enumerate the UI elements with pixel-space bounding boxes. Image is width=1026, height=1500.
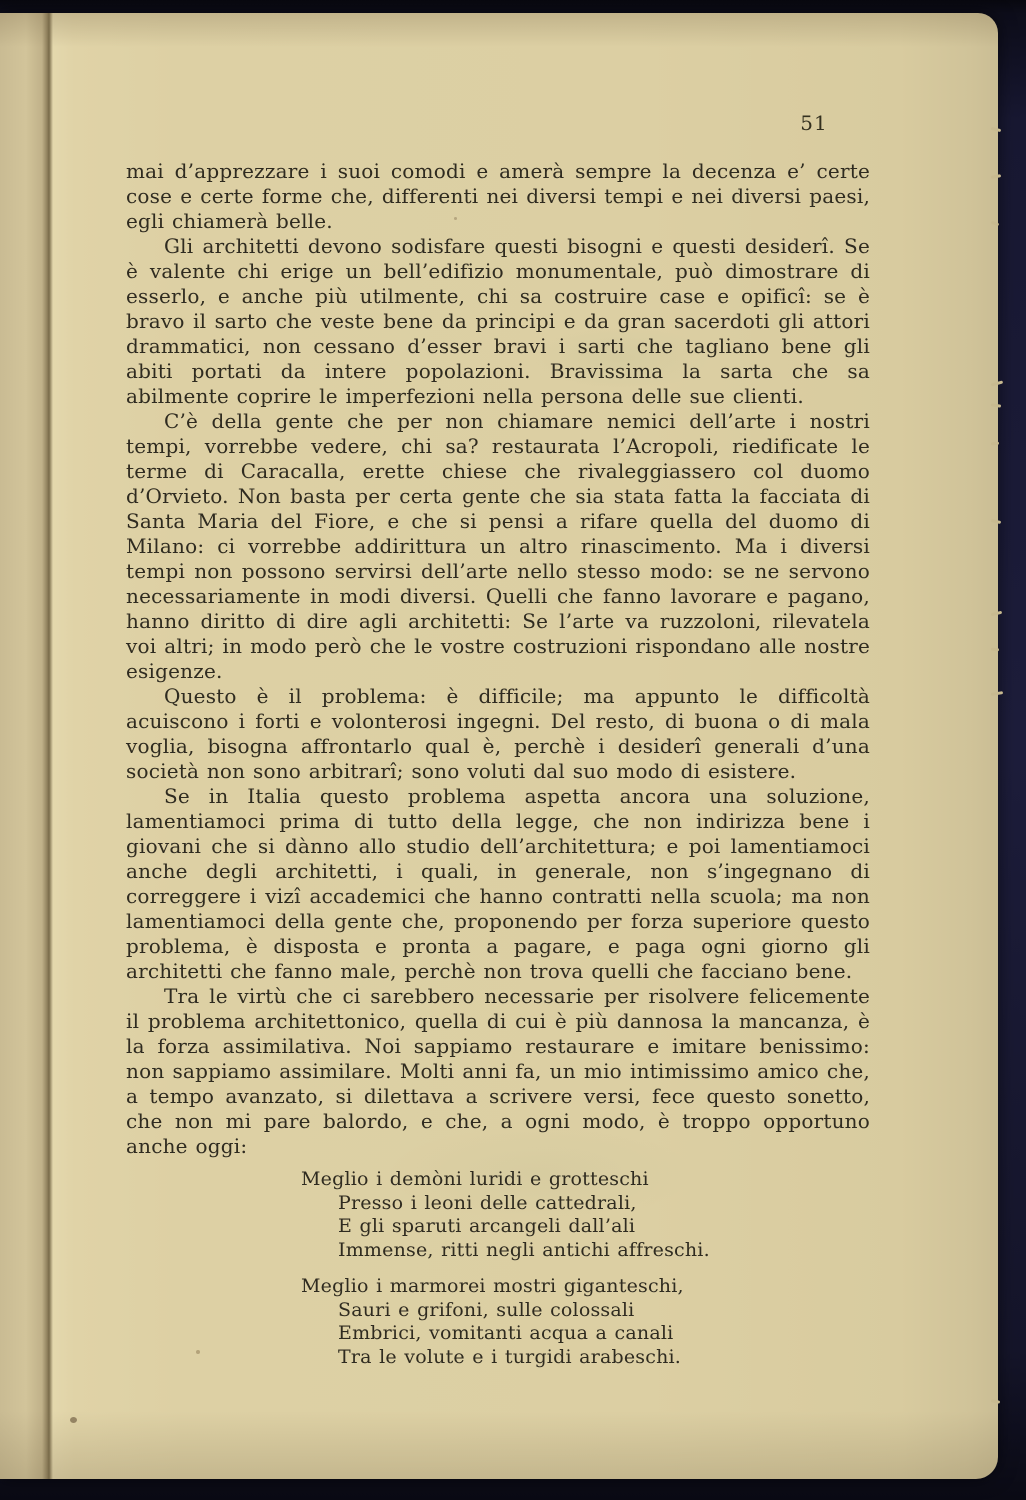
page-number: 51 bbox=[800, 111, 828, 135]
book-page bbox=[0, 13, 998, 1479]
paragraph: Se in Italia questo problema aspetta ancora una soluzione, lamentiamoci prima di tutto della legge, che non indirizza bene i giovani che si dànno allo studio dell’architettura; e poi lamentiamoci anche degli architetti, i quali, in generale, non s’ingegnano di correggere i vizî accademici che hanno contratti nella scuola; ma non lamentiamoci della gente che, proponendo per forza superiore questo problema, è disposta e pronta a pagare, e paga ogni giorno gli architetti che fanno male, perchè non trova quelli che facciano bene. bbox=[126, 784, 870, 983]
poem-stanza bbox=[301, 1168, 870, 1262]
sonnet bbox=[126, 1168, 870, 1369]
page-speck bbox=[820, 943, 823, 946]
poem-line: Meglio i marmorei mostri giganteschi, bbox=[301, 1275, 684, 1297]
poem-line: Presso i leoni delle cattedrali, bbox=[338, 1191, 637, 1214]
paragraph: Gli architetti devono sodisfare questi bisogni e questi desiderî. Se è valente chi erige un bell’edifizio monumentale, può dimostrare di esserlo, e anche più utilmente, chi sa costruire case e opificî: se è bravo il sarto che veste bene da principi e da gran sacerdoti gli attori drammatici, non cessano d’esser bravi i sarti che tagliano bene gli abiti portati da intere popolazioni. Bravissima la sarta che sa abilmente coprire le imperfezioni nella persona delle sue clienti. bbox=[126, 234, 870, 408]
poem-line: Embrici, vomitanti acqua a canali bbox=[338, 1322, 674, 1344]
page-speck bbox=[196, 1350, 200, 1354]
poem-line: Tra le volute e i turgidi arabeschi. bbox=[338, 1345, 682, 1368]
paragraph: C’è della gente che per non chiamare nemici dell’arte i nostri tempi, vorrebbe vedere, chi sa? restaurata l’Acropoli, riedificate le terme di Caracalla, erette chiese che rivaleggiassero col duomo d’Orvieto. Non basta per certa gente che sia stata fatta la facciata di Santa Maria del Fiore, e che si pensi a rifare quella del duomo di Milano: ci vorrebbe addirittura un altro rinascimento. Ma i diversi tempi non possono servirsi dell’arte nello stesso modo: se ne servono necessariamente in modi diversi. Quelli che fanno lavorare e pagano, hanno diritto di dire agli architetti: Se l’arte va ruzzoloni, rilevatela voi altri; in modo però che le vostre costruzioni rispondano alle nostre esigenze. bbox=[126, 409, 870, 683]
poem-line: E gli sparuti arcangeli dall’ali bbox=[338, 1215, 636, 1237]
poem-line: Sauri e grifoni, sulle colossali bbox=[338, 1298, 635, 1321]
poem-line: Meglio i demòni luridi e grotteschi bbox=[301, 1168, 649, 1190]
page-text bbox=[126, 159, 870, 1382]
poem-stanza bbox=[301, 1275, 870, 1369]
page-speck bbox=[454, 217, 457, 220]
page-speck bbox=[70, 1417, 77, 1423]
poem-line: Immense, ritti negli antichi affreschi. bbox=[338, 1238, 710, 1261]
paragraph: Tra le virtù che ci sarebbero necessarie per risolvere felicemente il problema architettonico, quella di cui è più dannosa la mancanza, è la forza assimilativa. Noi sappiamo restaurare e imitare benissimo: non sappiamo assimilare. Molti anni fa, un mio intimissimo amico che, a tempo avanzato, si dilettava a scrivere versi, fece questo sonetto, che non mi pare balordo, e che, a ogni modo, è troppo opportuno anche oggi: bbox=[126, 984, 870, 1158]
paragraph: Questo è il problema: è difficile; ma appunto le difficoltà acuiscono i forti e volonterosi ingegni. Del resto, di buona o di mala voglia, bisogna affrontarlo qual è, perchè i desiderî generali d’una società non sono arbitrarî; sono voluti dal suo modo di esistere. bbox=[126, 684, 870, 783]
paragraph-continuation: mai d’apprezzare i suoi comodi e amerà sempre la decenza e’ certe cose e certe forme che, differenti nei diversi tempi e nei diversi paesi, egli chiamerà belle. bbox=[126, 159, 870, 233]
